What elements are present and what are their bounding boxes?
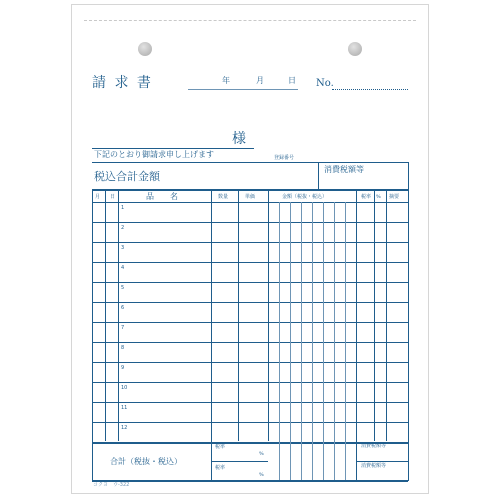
amount-digit-line (323, 202, 324, 481)
footer-tax-rate-1: 税率 (215, 444, 226, 450)
amount-digit-line (312, 202, 313, 481)
perforation-line (84, 20, 416, 21)
row-number: 8 (121, 345, 125, 351)
row-line (92, 222, 408, 223)
row-line (92, 322, 408, 323)
row-number: 11 (121, 405, 128, 411)
row-line (92, 342, 408, 343)
amount-digit-line (301, 202, 302, 481)
footer-percent-1: % (259, 451, 264, 457)
amount-digit-line (345, 202, 346, 481)
amount-digit-line (279, 202, 280, 481)
amount-digit-line (290, 202, 291, 481)
row-line (92, 282, 408, 283)
header-percent: % (376, 194, 381, 200)
honorific-sama: 様 (232, 131, 246, 147)
table-bottom-border (92, 480, 408, 482)
row-line (92, 362, 408, 363)
col-divider-percent-remarks (386, 189, 387, 441)
footer-tax-rate-2: 税率 (215, 465, 226, 471)
col-divider-taxrate-percent (374, 189, 375, 441)
month-label: 月 (256, 76, 264, 85)
row-line (92, 302, 408, 303)
day-label: 日 (288, 76, 296, 85)
row-line (92, 242, 408, 243)
header-item-name: 品 名 (146, 192, 178, 201)
number-label: No. (316, 78, 334, 89)
row-number: 10 (121, 385, 128, 391)
col-divider-month-day (105, 189, 106, 441)
col-divider-quantity-price (238, 189, 239, 441)
header-tax-rate: 税率 (361, 194, 372, 200)
date-underline (188, 89, 298, 90)
row-line (92, 402, 408, 403)
footer-total-label: 合計（税抜・税込） (110, 457, 182, 466)
col-divider-amount-taxrate (356, 189, 357, 481)
footer-tax-divider (211, 461, 268, 462)
col-divider-day-item (118, 189, 119, 441)
billing-note: 下記のとおり御請求申し上げます (94, 150, 214, 159)
table-left-border (92, 189, 93, 481)
row-number: 1 (121, 205, 125, 211)
row-line (92, 262, 408, 263)
row-number: 9 (121, 365, 125, 371)
product-code: コクヨ ウ-322 (93, 482, 130, 488)
table-top-border (92, 189, 408, 191)
footer-tax-divider-right (356, 461, 408, 462)
registration-number-label: 登録番号 (274, 155, 295, 161)
col-divider-price-amount (268, 189, 269, 441)
note-underline (92, 162, 408, 163)
header-unit-price: 単価 (245, 194, 256, 200)
binding-hole-right (348, 42, 362, 56)
footer-consumption-tax-1: 消費税額等 (361, 443, 387, 449)
row-number: 6 (121, 305, 125, 311)
col-divider-item-quantity (211, 189, 212, 481)
footer-percent-2: % (259, 472, 264, 478)
header-amount: 金額（税抜・税込） (282, 194, 328, 200)
table-right-border (408, 162, 409, 481)
total-amount-label: 税込合計金額 (94, 170, 160, 183)
amount-digit-line (334, 202, 335, 481)
row-number: 4 (121, 265, 125, 271)
row-number: 12 (121, 425, 128, 431)
table-header-bottom (92, 202, 408, 203)
row-number: 2 (121, 225, 125, 231)
row-number: 5 (121, 285, 125, 291)
header-remarks: 摘要 (389, 194, 400, 200)
header-day: 日 (110, 194, 116, 200)
year-label: 年 (222, 76, 230, 85)
row-line (92, 382, 408, 383)
row-number: 3 (121, 245, 125, 251)
header-quantity: 数量 (218, 194, 229, 200)
number-underline (332, 89, 408, 90)
tax-box-divider (318, 162, 319, 190)
header-month: 月 (95, 194, 101, 200)
addressee-underline (92, 148, 254, 149)
binding-hole-left (138, 42, 152, 56)
footer-consumption-tax-2: 消費税額等 (361, 463, 387, 469)
consumption-tax-label: 消費税額等 (324, 165, 364, 174)
document-title: 請 求 書 (92, 75, 153, 91)
row-line (92, 422, 408, 423)
row-number: 7 (121, 325, 125, 331)
